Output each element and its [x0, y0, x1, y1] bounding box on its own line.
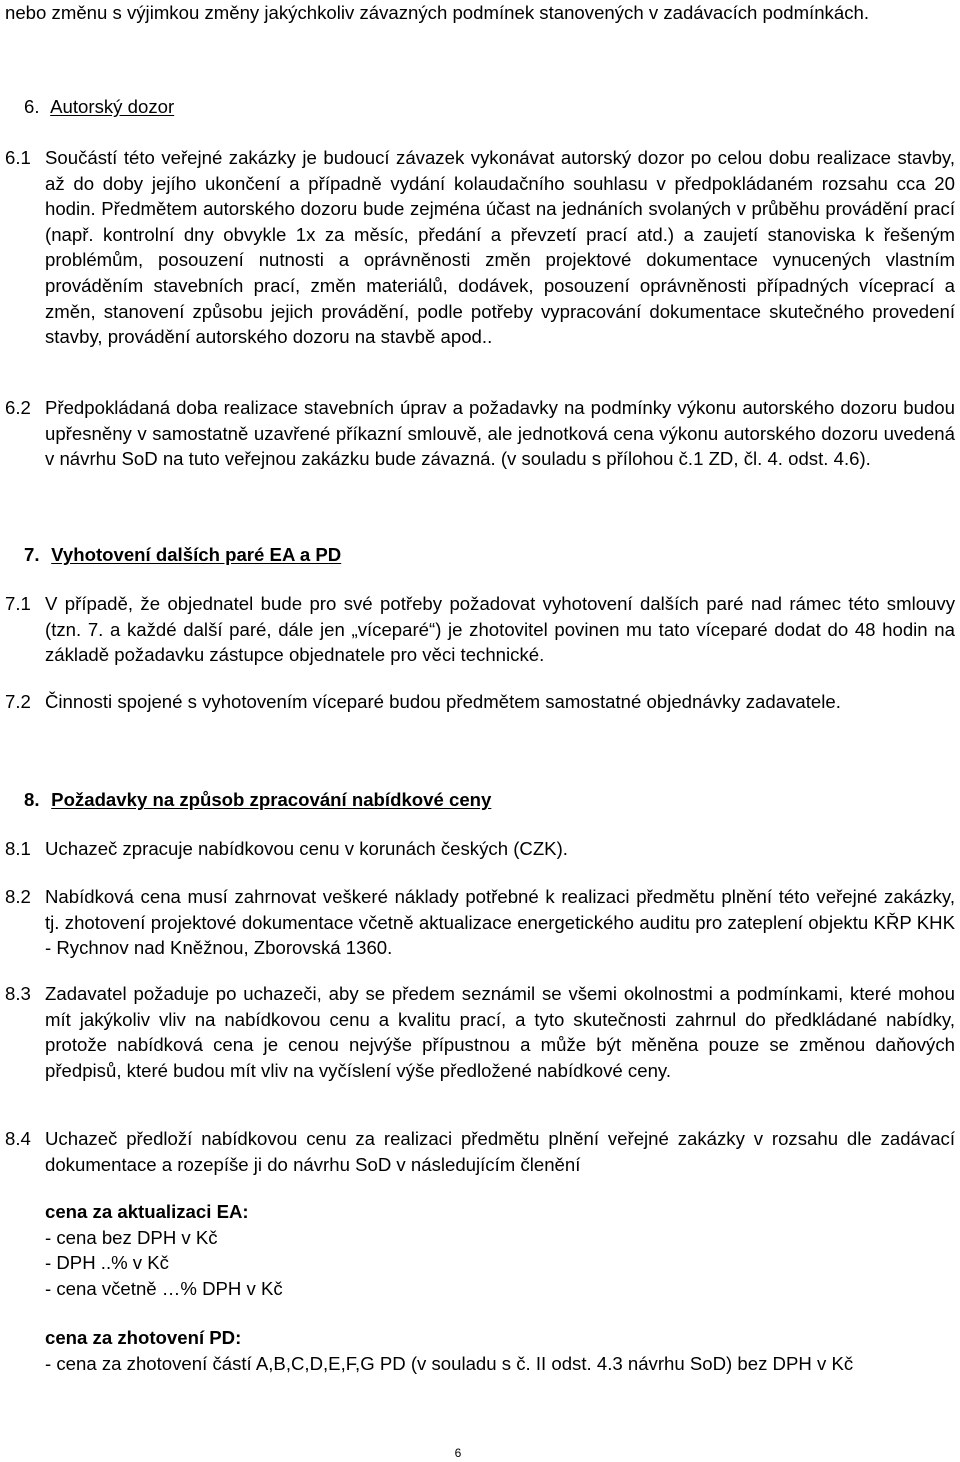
- section-8-number: 8.: [24, 789, 40, 810]
- paragraph-7-2: [5, 689, 955, 715]
- paragraph-8-2: [5, 884, 955, 961]
- paragraph-text: Předpokládaná doba realizace stavebních úprav a požadavky na podmínky výkonu autorského dozoru budou upřesněny v samostatně uzavřené příkazní smlouvě, ale jednotková cena výkonu autorského dozoru uvedená v návrhu SoD na tuto veřejnou zakázku bude závazná. (v souladu s přílohou č.1 ZD, čl. 4. odst. 4.6).: [45, 397, 955, 470]
- paragraph-number: 8.4: [5, 1128, 31, 1149]
- paragraph-number: 8.2: [5, 886, 31, 907]
- intro-paragraph: nebo změnu s výjimkou změny jakýchkoliv závazných podmínek stanovených v zadávacích podmínkách.: [5, 2, 870, 23]
- paragraph-number: 6.1: [5, 147, 31, 168]
- paragraph-number: 7.1: [5, 593, 31, 614]
- price-breakdown-ea-title: cena za aktualizaci EA:: [45, 1201, 249, 1222]
- section-7-number: 7.: [24, 544, 40, 565]
- section-7-heading: [24, 542, 341, 568]
- paragraph-number: 8.1: [5, 838, 31, 859]
- paragraph-8-4: [5, 1126, 955, 1177]
- list-item: - cena za zhotovení částí A,B,C,D,E,F,G PD (v souladu s č. II odst. 4.3 návrhu SoD) bez DPH v Kč: [45, 1352, 854, 1374]
- paragraph-7-1: [5, 591, 955, 668]
- paragraph-6-2: [5, 395, 955, 472]
- section-8-title: Požadavky na způsob zpracování nabídkové ceny: [51, 789, 492, 810]
- page-number: 6: [454, 1446, 462, 1460]
- paragraph-8-1: [5, 836, 955, 862]
- paragraph-number: 8.3: [5, 983, 31, 1004]
- list-item: - cena bez DPH v Kč: [45, 1226, 218, 1248]
- section-6-heading: [24, 94, 174, 120]
- paragraph-number: 6.2: [5, 397, 31, 418]
- list-item: - cena včetně …% DPH v Kč: [45, 1277, 283, 1299]
- paragraph-text: Součástí této veřejné zakázky je budoucí závazek vykonávat autorský dozor po celou dobu realizace stavby, až do doby jejího ukončení a případně vydání kolaudačního souhlasu v předpokládaném rozsahu cca 20 hodin. Předmětem autorského dozoru bude zejména účast na jednáních svolaných v průběhu provádění prací (např. kontrolní dny obvykle 1x za měsíc, předání a převzetí prací atd.) a zaujetí stanoviska k řešeným problémům, posouzení nutnosti a oprávněnosti změn projektové dokumentace vynucených vlastním prováděním stavebních prací, změn materiálů, dodávek, posouzení oprávněnosti případných víceprací a změn, stanovení způsobu jejich provádění, podle potřeby vypracování dokumentace skutečného provedení stavby, provádění autorského dozoru na stavbě apod..: [45, 147, 955, 348]
- section-6-title: Autorský dozor: [50, 96, 175, 117]
- price-breakdown-pd: [45, 1325, 955, 1376]
- section-6-number: 6.: [24, 96, 40, 117]
- price-breakdown-ea: [45, 1199, 955, 1301]
- paragraph-text: Zadavatel požaduje po uchazeči, aby se předem seznámil se všemi okolnostmi a podmínkami, které mohou mít jakýkoliv vliv na nabídkovou cenu a kvalitu prací, a tyto skutečnosti zahrnul do předkládané nabídky, protože nabídková cena je cenou nejvýše přípustnou a může být měněna pouze se změnou daňových předpisů, které budou mít vliv na vyčíslení výše předložené nabídkové ceny.: [45, 983, 955, 1081]
- section-8-heading: [24, 787, 491, 813]
- paragraph-number: 7.2: [5, 691, 31, 712]
- section-7-title: Vyhotovení dalších paré EA a PD: [51, 544, 342, 565]
- paragraph-8-3: [5, 981, 955, 1083]
- paragraph-6-1: [5, 145, 955, 350]
- paragraph-text: Nabídková cena musí zahrnovat veškeré náklady potřebné k realizaci předmětu plnění této veřejné zakázky, tj. zhotovení projektové dokumentace včetně aktualizace energetického auditu pro zateplení objektu KŘP KHK - Rychnov nad Kněžnou, Zborovská 1360.: [45, 886, 955, 959]
- paragraph-text: Uchazeč zpracuje nabídkovou cenu v korunách českých (CZK).: [45, 838, 568, 859]
- price-breakdown-pd-title: cena za zhotovení PD:: [45, 1327, 242, 1348]
- paragraph-text: Činnosti spojené s vyhotovením víceparé budou předmětem samostatné objednávky zadavatele.: [45, 691, 841, 712]
- list-item: - DPH ..% v Kč: [45, 1252, 169, 1274]
- paragraph-text: V případě, že objednatel bude pro své potřeby požadovat vyhotovení dalších paré nad rámec této smlouvy (tzn. 7. a každé další paré, dále jen „víceparé“) je zhotovitel povinen mu tato víceparé dodat do 48 hodin na základě požadavku zástupce objednatele pro věci technické.: [45, 593, 955, 666]
- paragraph-text: Uchazeč předloží nabídkovou cenu za realizaci předmětu plnění veřejné zakázky v rozsahu dle zadávací dokumentace a rozepíše ji do návrhu SoD v následujícím členění: [45, 1128, 955, 1175]
